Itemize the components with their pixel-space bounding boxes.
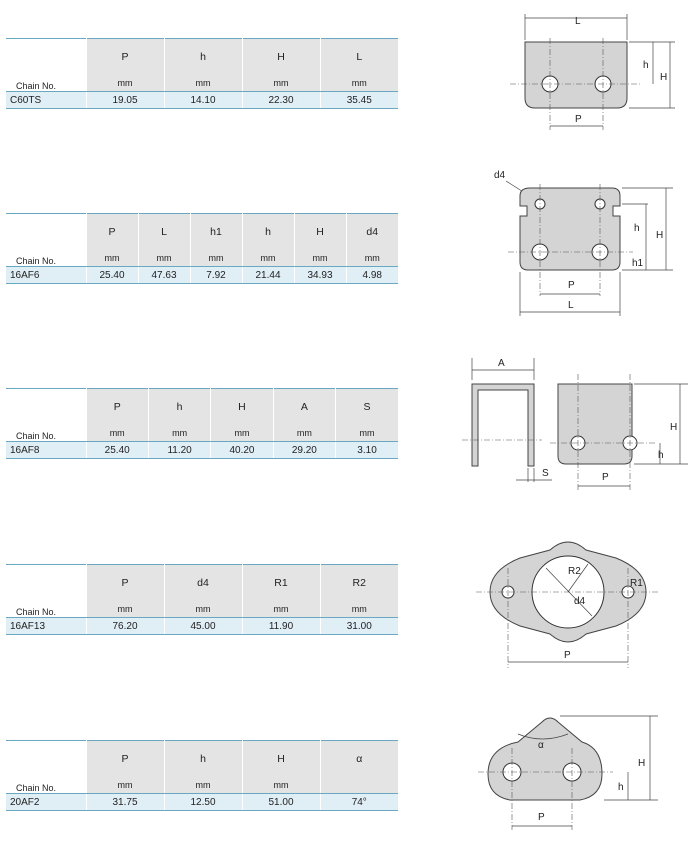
unit: mm	[86, 601, 164, 618]
value-cell: 7.92	[190, 267, 242, 284]
dim-label-h1: h1	[632, 258, 644, 269]
header-h: h	[242, 214, 294, 251]
dim-label-h: h	[658, 450, 664, 461]
unit: mm	[164, 75, 242, 92]
dim-label-r1: R1	[630, 578, 643, 589]
unit: mm	[86, 75, 164, 92]
dim-label-H: H	[670, 422, 678, 433]
diagram-c60ts	[505, 10, 685, 130]
unit: mm	[346, 250, 398, 267]
value-cell: 21.44	[242, 267, 294, 284]
dim-label-H: H	[638, 758, 646, 769]
plate-shape	[558, 384, 632, 464]
value-cell: 45.00	[164, 618, 242, 635]
diagram-16af6	[488, 166, 688, 316]
value-cell: 47.63	[138, 267, 190, 284]
value-cell: 40.20	[211, 442, 273, 459]
value-cell: 25.40	[86, 442, 148, 459]
chain-number: 16AF8	[6, 442, 86, 459]
header-p: P	[86, 214, 138, 251]
unit: mm	[86, 250, 138, 267]
header-l: L	[320, 39, 398, 76]
dim-label-r2: R2	[568, 566, 581, 577]
chain-no-label: Chain No.	[6, 425, 86, 442]
unit: mm	[86, 777, 164, 794]
chain-number: 16AF13	[6, 618, 86, 635]
header-H: H	[242, 741, 320, 778]
header-a: A	[273, 389, 335, 426]
header-d4: d4	[346, 214, 398, 251]
dim-label-d4: d4	[574, 596, 586, 607]
chain-no-label: Chain No.	[6, 75, 86, 92]
unit: mm	[336, 425, 398, 442]
value-cell: 12.50	[164, 794, 242, 811]
header-r1: R1	[242, 565, 320, 602]
unit: mm	[164, 777, 242, 794]
spec-table-16af13	[6, 564, 398, 635]
chain-no-label: Chain No.	[6, 250, 86, 267]
dim-label-l: L	[568, 300, 574, 311]
chain-no-label: Chain No.	[6, 777, 86, 794]
unit: mm	[164, 601, 242, 618]
diagram-20af2	[478, 708, 688, 836]
dim-label-H: H	[656, 230, 664, 241]
dim-label-h: h	[618, 782, 624, 793]
unit: mm	[242, 250, 294, 267]
dim-label-p: P	[602, 472, 609, 483]
value-cell: 31.00	[320, 618, 398, 635]
dim-label-p: P	[575, 114, 582, 125]
header-alpha: α	[320, 741, 398, 778]
value-cell: 74°	[320, 794, 398, 811]
unit	[320, 777, 398, 794]
unit: mm	[273, 425, 335, 442]
dim-label-a: A	[498, 358, 505, 369]
plate-shape	[525, 42, 627, 108]
diagram-16af13	[470, 528, 690, 673]
unit: mm	[294, 250, 346, 267]
chain-no-label: Chain No.	[6, 601, 86, 618]
unit: mm	[320, 601, 398, 618]
dim-label-p: P	[538, 812, 545, 823]
value-cell: 31.75	[86, 794, 164, 811]
header-H: H	[242, 39, 320, 76]
chain-number: 20AF2	[6, 794, 86, 811]
dim-label-H: H	[660, 72, 668, 83]
value-cell: 14.10	[164, 92, 242, 109]
header-h1: h1	[190, 214, 242, 251]
value-cell: 25.40	[86, 267, 138, 284]
spec-table-16af6	[6, 213, 398, 284]
value-cell: 76.20	[86, 618, 164, 635]
value-cell: 29.20	[273, 442, 335, 459]
dim-label-s: S	[542, 468, 549, 479]
unit: mm	[242, 601, 320, 618]
header-H: H	[211, 389, 273, 426]
value-cell: 35.45	[320, 92, 398, 109]
spec-table-c60ts	[6, 38, 398, 109]
dim-label-alpha: α	[538, 740, 544, 751]
header-d4: d4	[164, 565, 242, 602]
dim-label-p: P	[564, 650, 571, 661]
unit: mm	[148, 425, 210, 442]
value-cell: 51.00	[242, 794, 320, 811]
unit: mm	[320, 75, 398, 92]
unit: mm	[86, 425, 148, 442]
value-cell: 19.05	[86, 92, 164, 109]
dim-label-p: P	[568, 280, 575, 291]
header-h: h	[164, 741, 242, 778]
chain-number: C60TS	[6, 92, 86, 109]
header-p: P	[86, 39, 164, 76]
unit: mm	[242, 777, 320, 794]
value-cell: 3.10	[336, 442, 398, 459]
header-p: P	[86, 741, 164, 778]
header-p: P	[86, 565, 164, 602]
value-cell: 11.20	[148, 442, 210, 459]
triangular-plate-shape	[488, 718, 602, 800]
diagram-16af8	[460, 352, 692, 492]
header-p: P	[86, 389, 148, 426]
dim-label-d4: d4	[494, 170, 506, 181]
header-s: S	[336, 389, 398, 426]
value-cell: 34.93	[294, 267, 346, 284]
dim-label-h: h	[634, 223, 640, 234]
unit: mm	[190, 250, 242, 267]
chain-number: 16AF6	[6, 267, 86, 284]
spec-table-20af2	[6, 740, 398, 811]
value-cell: 4.98	[346, 267, 398, 284]
side-view-shape	[472, 384, 534, 466]
unit: mm	[138, 250, 190, 267]
value-cell: 22.30	[242, 92, 320, 109]
header-h: h	[164, 39, 242, 76]
header-H: H	[294, 214, 346, 251]
dim-label-h: h	[643, 60, 649, 71]
value-cell: 11.90	[242, 618, 320, 635]
header-h: h	[148, 389, 210, 426]
unit: mm	[211, 425, 273, 442]
header-r2: R2	[320, 565, 398, 602]
unit: mm	[242, 75, 320, 92]
spec-table-16af8	[6, 388, 398, 459]
dim-label-l: L	[575, 16, 581, 27]
header-l: L	[138, 214, 190, 251]
